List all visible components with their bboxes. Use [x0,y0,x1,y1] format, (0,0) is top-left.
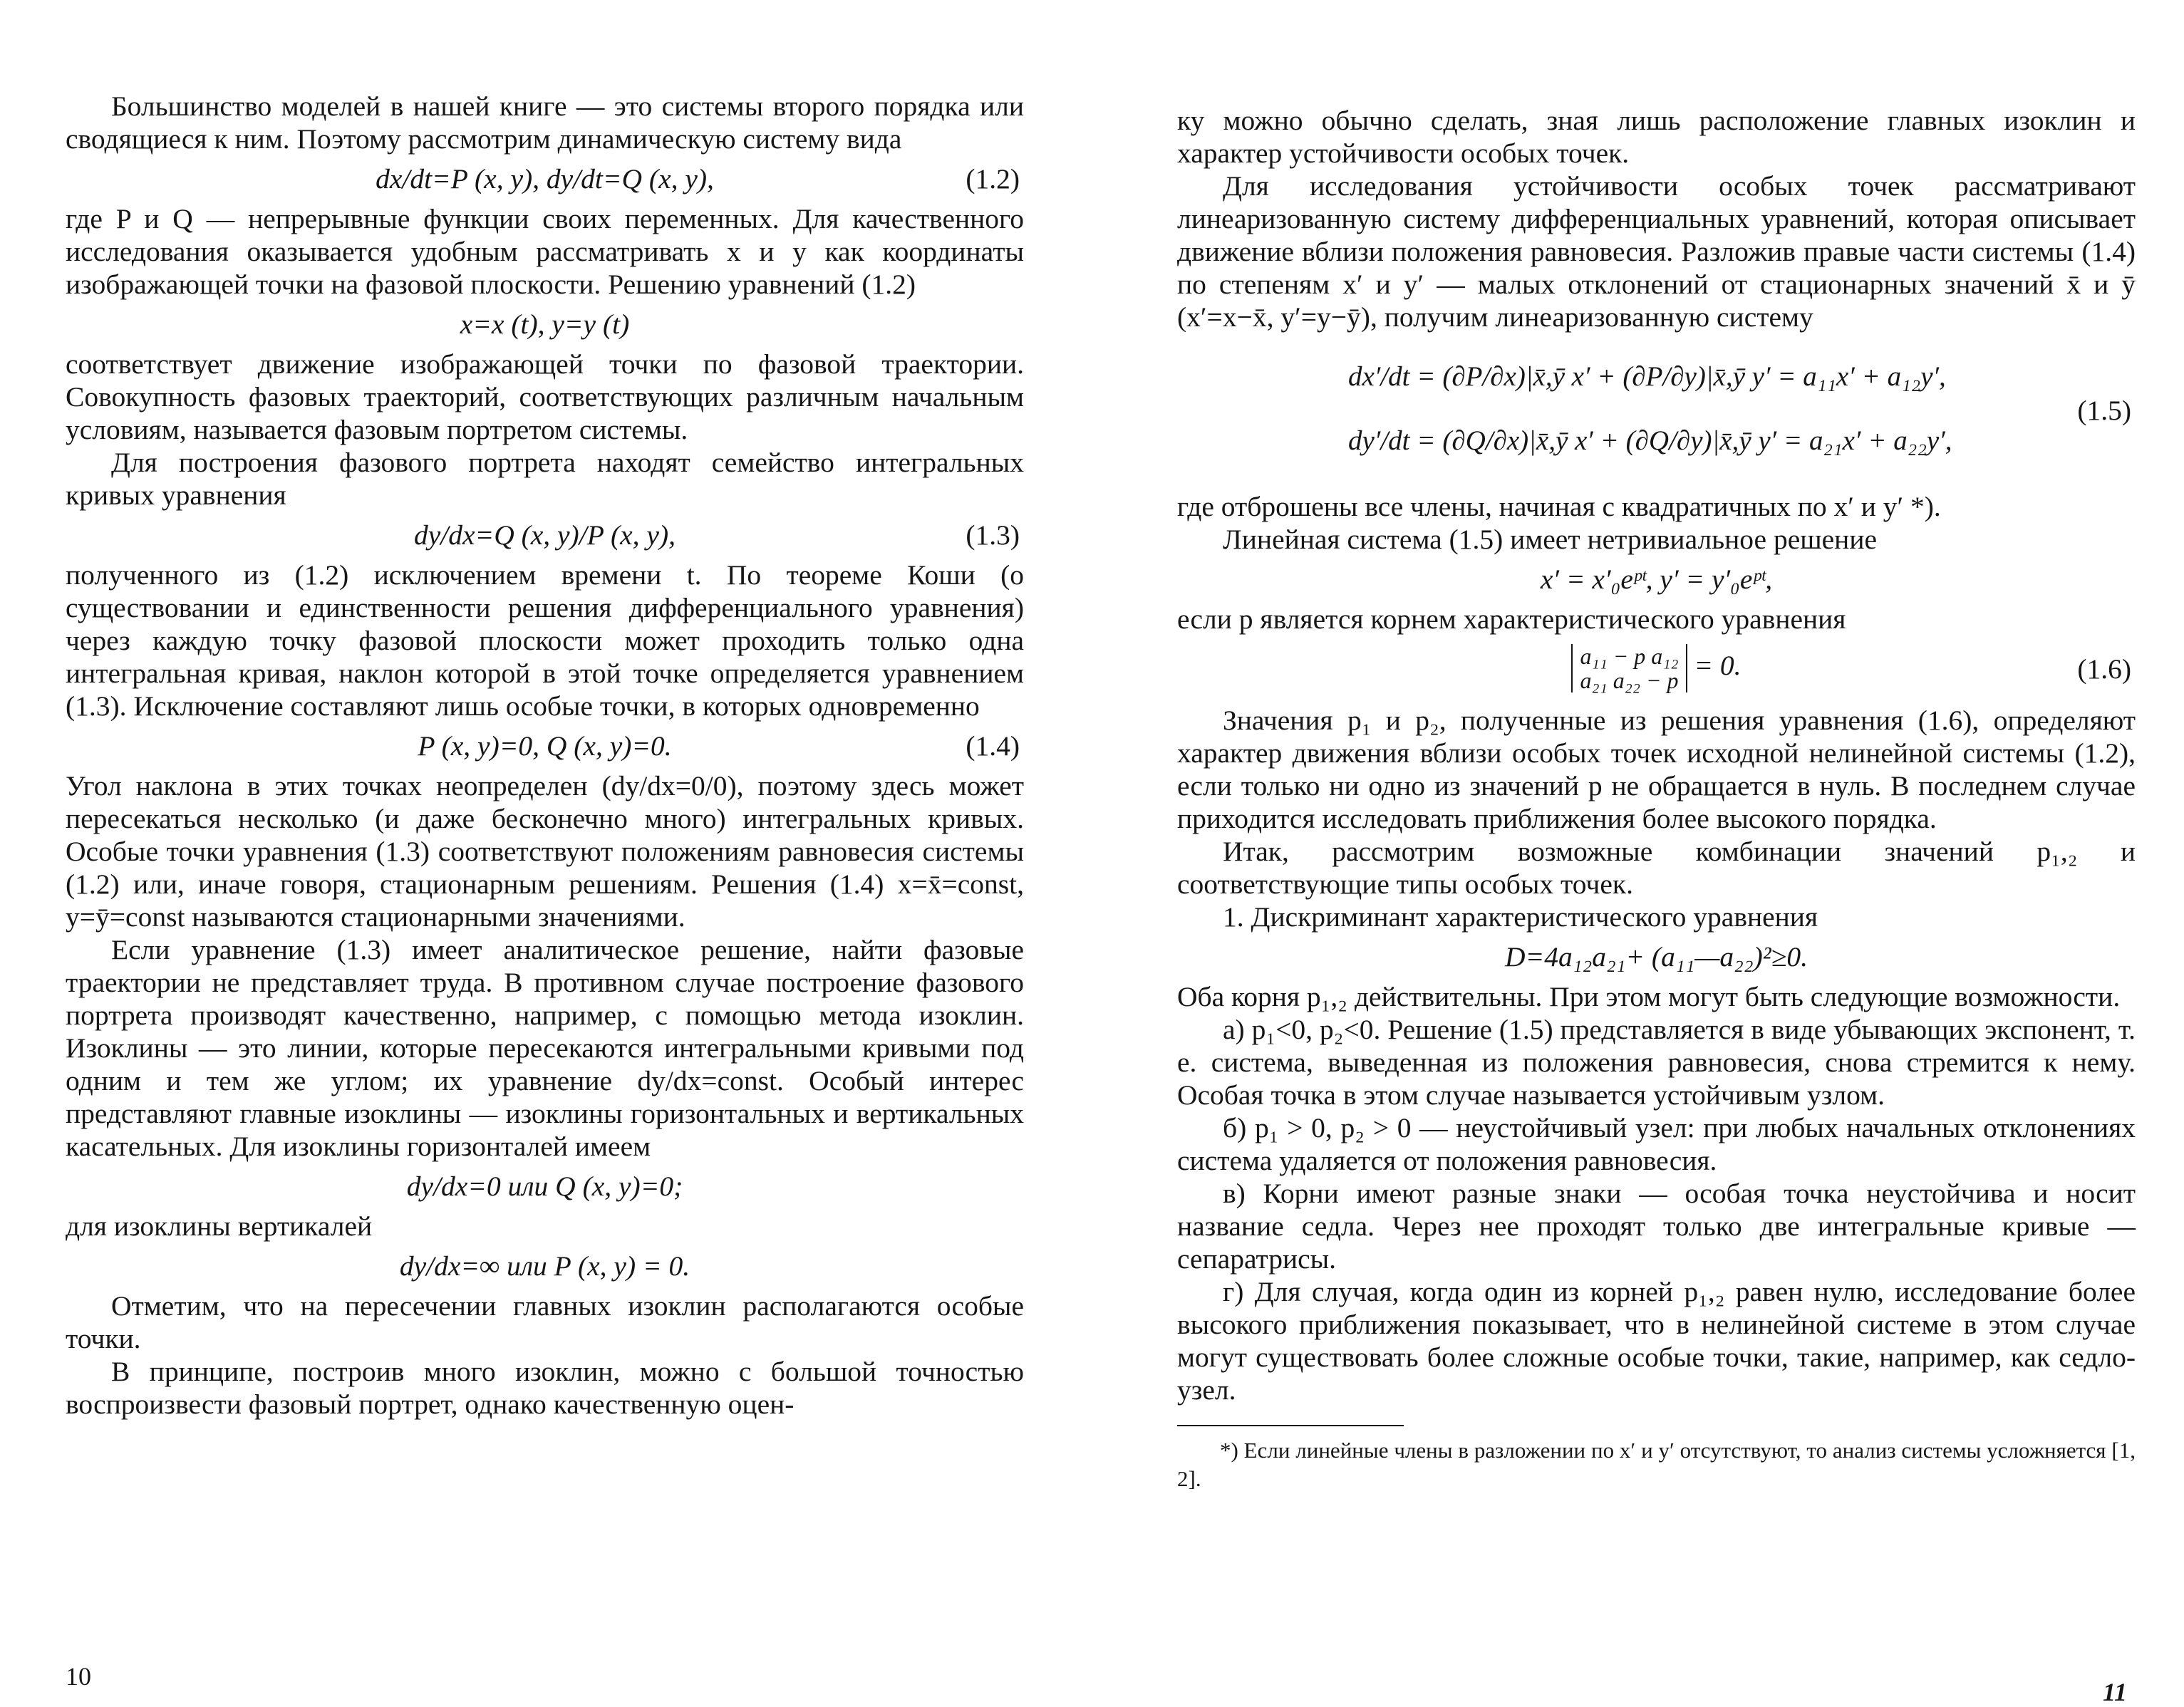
determinant-equation [1177,644,2136,692]
paragraph: Линейная система (1.5) имеет нетривиальное решение [1223,524,1877,555]
determinant-row: a₁₁ − p a₁₂ [1580,643,1679,669]
paragraph: Большинство моделей в нашей книге — это системы второго порядка или сводящиеся к ним. Поэтому рассмотрим динамическую систему вида [66,90,1024,155]
page-number: 10 [66,1662,91,1691]
paragraph: Для построения фазового портрета находят семейство интегральных кривых уравнения [66,447,1024,511]
paragraph: Итак, рассмотрим возможные комбинации значений p₁,₂ и соответствующие типы особых точек. [1177,836,2136,900]
paragraph: Если уравнение (1.3) имеет аналитическое решение, найти фазовые траектории не представляет труда. В противном случае построение фазового портрета производят качественно, например, с помощью метода изоклин. Изоклины — это линии, которые пересекаются интегральными кривыми под одним и тем же углом; их уравнение dy/dx=const. Особый интерес представляют главные изоклины — изоклины горизонтальных и вертикальных касательных. Для изоклины горизонталей имеем [66,934,1024,1162]
paragraph: Оба корня p₁,₂ действительны. При этом могут быть следующие возможности. [1177,981,2121,1012]
equation-1-6 [1177,643,2136,697]
determinant-row: a₂₁ a₂₂ − p [1580,668,1679,693]
paragraph: Отметим, что на пересечении главных изоклин располагаются особые точки. [66,1290,1024,1354]
left-page [0,0,1092,1706]
equation-1-3 [66,519,1024,551]
paragraph: полученного из (1.2) исключением времени t. По теореме Коши (о существовании и единственности решения дифференциального уравнения) через каждую точку фазовой плоскости может проходить только одна интегральная кривая, наклон которой в этой точке определяется уравнением (1.3). Исключение составляют лишь особые точки, в которых одновременно [66,559,1024,722]
equation-solution [66,308,1024,341]
left-text-column [66,90,1024,1421]
equation-number: (1.6) [2077,653,2131,685]
footnote: *) Если линейные члены в разложении по x′ и y′ отсутствуют, то анализ системы усложняется [1, 2]. [1177,1438,2136,1491]
footnote-divider [1177,1425,1404,1426]
equation-discriminant [1177,940,2136,973]
paragraph: Значения p₁ и p₂, полученные из решения уравнения (1.6), определяют характер движения вблизи особых точек исходной нелинейной системы (1.2), если только ни одно из значений p не обращается в нуль. В последнем случае приходится исследовать приближения более высокого порядка. [1177,705,2136,834]
equation-vertical-isocline [66,1250,1024,1282]
equation-line: dy′/dt = (∂Q/∂x)|x̄,ȳ x′ + (∂Q/∂y)|x̄,ȳ y′ = a₂₁x′ + a₂₂y′, [1348,425,1952,456]
equation-formula: D=4a₁₂a₂₁+ (a₁₁—a₂₂)²≥0. [1505,941,1808,972]
equation-formula: x′ = x′₀eᵖᵗ, y′ = y′₀eᵖᵗ, [1540,564,1773,595]
equation-formula: dx/dt=P (x, y), dy/dt=Q (x, y), [376,163,714,194]
equation-formula: dy/dx=∞ или P (x, y) = 0. [399,1250,690,1282]
page-number: 11 [2102,1678,2127,1706]
paragraph: а) p₁<0, p₂<0. Решение (1.5) представляется в виде убывающих экспонент, т. е. система, выведенная из положения равновесия, снова стремится к нему. Особая точка в этом случае называется устойчивым узлом. [1177,1014,2136,1111]
equation-formula: dy/dx=Q (x, y)/P (x, y), [414,519,676,551]
equation-formula: dy/dx=0 или Q (x, y)=0; [406,1171,683,1202]
paragraph: В принципе, построив много изоклин, можно с большой точностью воспроизвести фазовый портрет, однако качественную оцен- [66,1356,1024,1420]
equation-1-2 [66,162,1024,195]
paragraph: б) p₁ > 0, p₂ > 0 — неустойчивый узел: при любых начальных отклонениях система удаляется от положения равновесия. [1177,1112,2136,1176]
paragraph: для изоклины вертикалей [66,1210,373,1242]
paragraph: где отброшены все члены, начиная с квадратичных по x′ и y′ *). [1177,491,1941,522]
equation-line: dx′/dt = (∂P/∂x)|x̄,ȳ x′ + (∂P/∂y)|x̄,ȳ y′ = a₁₁x′ + a₁₂y′, [1348,361,1946,392]
paragraph: г) Для случая, когда один из корней p₁,₂ равен нулю, исследование более высокого приближения показывает, что в нелинейной системе в этом случае могут существовать более сложные особые точки, такие, например, как седло-узел. [1177,1276,2136,1406]
paragraph: Угол наклона в этих точках неопределен (dy/dx=0/0), поэтому здесь может пересекаться несколько (и даже бесконечно много) интегральных кривых. Особые точки уравнения (1.3) соответствуют положениям равновесия системы (1.2) или, иначе говоря, стационарным решениям. Решения (1.4) x=x̄=const, y=ȳ=const называются стационарными значениями. [66,770,1024,933]
paragraph: в) Корни имеют разные знаки — особая точка неустойчива и носит название седла. Через нее проходят только две интегральные кривые — сепаратрисы. [1177,1178,2136,1275]
right-page [1092,0,2184,1706]
equation-horizontal-isocline [66,1170,1024,1203]
equation-1-5 [1177,341,2136,480]
equation-formula: x=x (t), y=y (t) [460,308,630,340]
determinant-rhs: = 0. [1694,650,1741,682]
paragraph: 1. Дискриминант характеристического уравнения [1223,901,1818,933]
equation-number: (1.2) [966,163,1020,194]
equation-number: (1.3) [966,519,1020,551]
paragraph: где P и Q — непрерывные функции своих переменных. Для качественного исследования оказывается удобным рассматривать x и y как координаты изображающей точки на фазовой плоскости. Решению уравнений (1.2) [66,203,1024,300]
equation-number: (1.4) [966,730,1020,762]
paragraph: соответствует движение изображающей точки по фазовой траектории. Совокупность фазовых траекторий, соответствующих различным начальным условиям, называется фазовым портретом системы. [66,348,1024,445]
equation-1-4 [66,730,1024,762]
determinant [1571,644,1687,692]
paragraph: ку можно обычно сделать, зная лишь расположение главных изоклин и характер устойчивости особых точек. [1177,105,2136,169]
equation-number: (1.5) [2077,395,2131,426]
equation-linear-solution [1177,563,2136,596]
right-text-column [1177,104,2136,1493]
paragraph: если p является корнем характеристического уравнения [1177,603,1846,635]
paragraph: Для исследования устойчивости особых точек рассматривают линеаризованную систему дифференциальных уравнений, которая описывает движение вблизи положения равновесия. Разложив правые части системы (1.4) по степеням x′ и y′ — малых отклонений от стационарных значений x̄ и ȳ (x′=x−x̄, y′=y−ȳ), получим линеаризованную систему [1177,170,2136,333]
equation-formula: P (x, y)=0, Q (x, y)=0. [418,730,672,762]
